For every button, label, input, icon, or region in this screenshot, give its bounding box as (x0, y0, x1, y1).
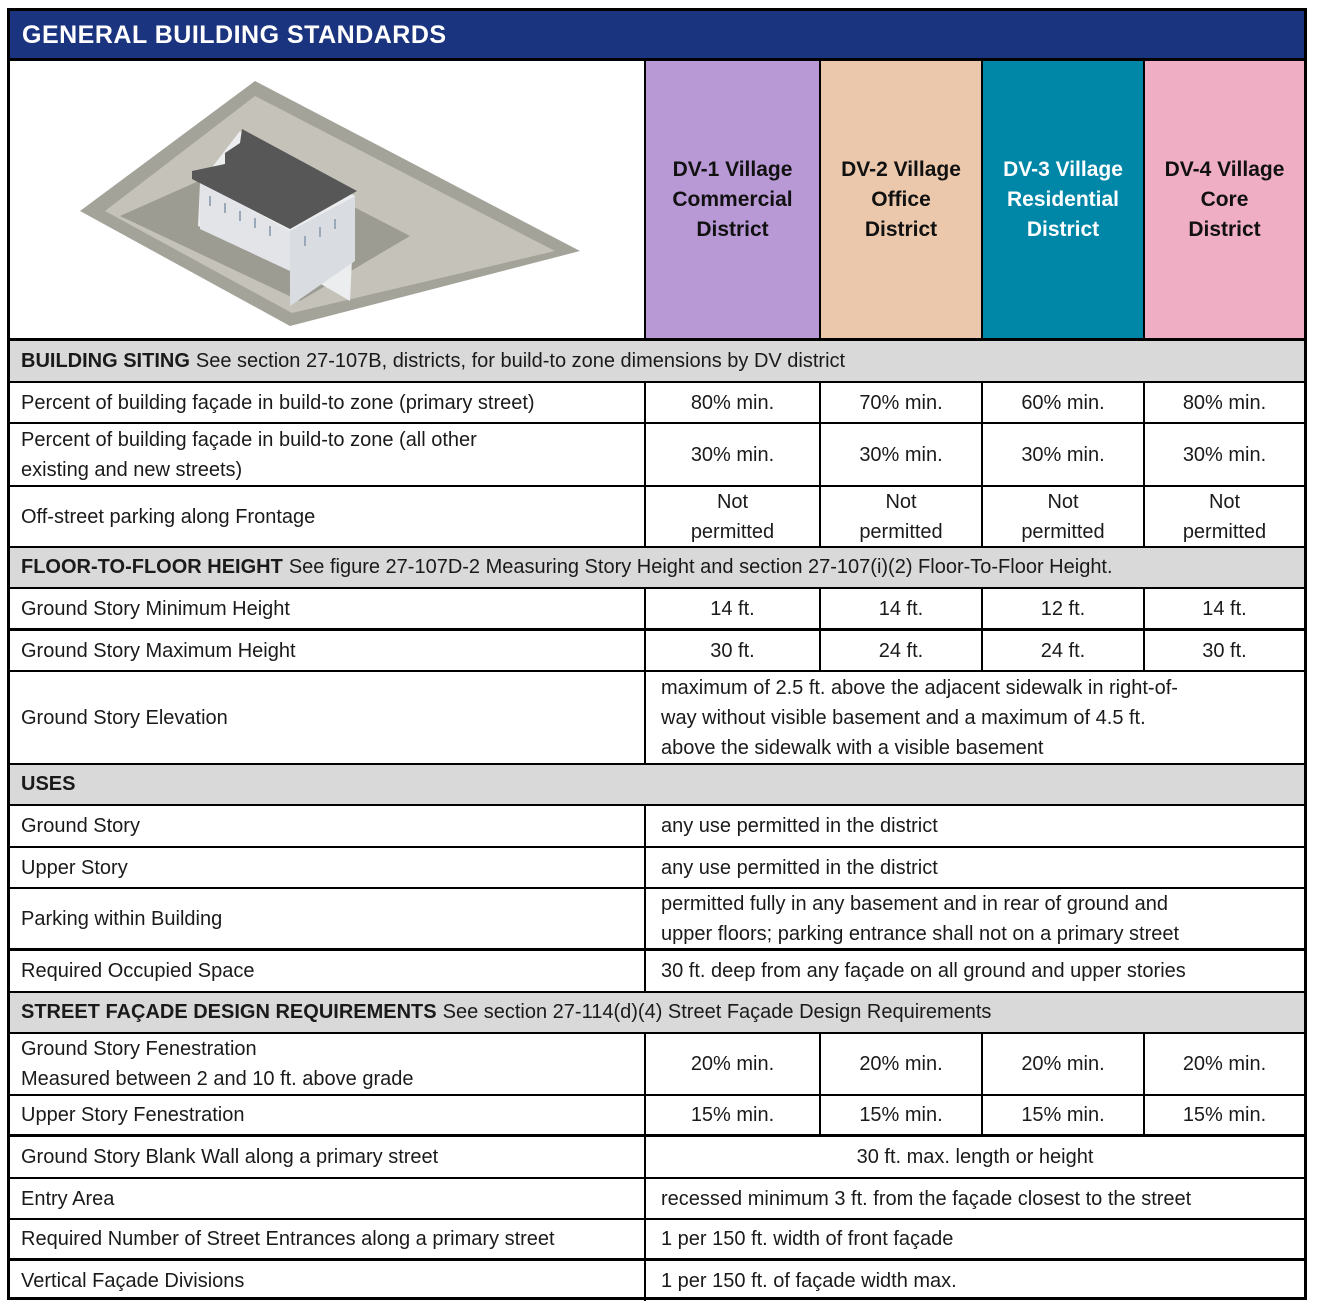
text-line: Vertical Façade Divisions (21, 1270, 245, 1292)
row-label (10, 1096, 646, 1134)
section-header-siting (10, 341, 1304, 383)
building-isometric-image (10, 61, 646, 338)
text-line: above the sidewalk with a visible basement (661, 736, 1044, 759)
district-value-dv1 (646, 1034, 821, 1094)
text-line: 15% min. (1182, 1104, 1267, 1126)
text-line: 24 ft. (878, 639, 924, 662)
district-name-line: District (864, 217, 938, 241)
table-row (10, 631, 1304, 672)
text-line: 80% min. (690, 391, 775, 414)
district-value-dv2 (821, 487, 983, 546)
district-value-dv4 (1145, 383, 1304, 422)
text-line: Ground Story Blank Wall along a primary street (21, 1146, 439, 1168)
text-line: 12 ft. (1040, 597, 1086, 620)
district-header-dv1 (646, 61, 821, 341)
text-line: any use permitted in the district (661, 856, 938, 879)
text-line: 1 per 150 ft. width of front façade (661, 1228, 954, 1250)
all-districts-value (646, 806, 1304, 846)
district-value-dv1 (646, 383, 821, 422)
row-label (10, 1261, 646, 1301)
text-line: Parking within Building (21, 907, 223, 930)
district-value-dv3 (983, 487, 1145, 546)
district-value-dv3 (983, 424, 1145, 485)
text-line: 15% min. (690, 1104, 775, 1126)
text-line: Upper Story (21, 856, 128, 879)
district-value-dv1 (646, 424, 821, 485)
text-line: permitted (690, 520, 775, 543)
district-name-line: DV-3 Village (1003, 157, 1123, 181)
section-header-uses (10, 765, 1304, 806)
text-line: Ground Story Maximum Height (21, 639, 296, 662)
row-label (10, 672, 646, 763)
district-value-dv2 (821, 383, 983, 422)
district-value-dv4 (1145, 1034, 1304, 1094)
text-line: Upper Story Fenestration (21, 1104, 245, 1126)
text-line: permitted (1182, 520, 1267, 543)
district-header-dv4 (1145, 61, 1304, 341)
table-row (10, 1137, 1304, 1179)
district-value-dv4 (1145, 1096, 1304, 1134)
text-line: 60% min. (1021, 391, 1105, 414)
district-value-dv3 (983, 383, 1145, 422)
table-row (10, 383, 1304, 424)
table-row (10, 848, 1304, 889)
row-label (10, 951, 646, 991)
row-label (10, 631, 646, 670)
all-districts-value (646, 1179, 1304, 1218)
text-line: Percent of building façade in build-to zone (all other (21, 428, 477, 451)
district-value-dv4 (1145, 631, 1304, 670)
district-value-dv1 (646, 1096, 821, 1134)
text-line: Measured between 2 and 10 ft. above grade (21, 1068, 414, 1090)
row-label (10, 383, 646, 422)
text-line: 30% min. (1182, 443, 1267, 466)
district-value-dv3 (983, 631, 1145, 670)
row-label (10, 1034, 646, 1094)
text-line: permitted (1021, 520, 1105, 543)
row-label (10, 806, 646, 846)
text-line: Not (1047, 490, 1079, 513)
all-districts-value (646, 951, 1304, 991)
text-line: existing and new streets) (21, 458, 243, 481)
text-line: 20% min. (1182, 1053, 1267, 1075)
table-row (10, 1220, 1304, 1261)
district-value-dv4 (1145, 424, 1304, 485)
text-line: any use permitted in the district (661, 815, 938, 837)
table-row (10, 1096, 1304, 1137)
text-line: 14 ft. (1202, 597, 1247, 620)
row-label (10, 1220, 646, 1258)
district-value-dv2 (821, 424, 983, 485)
district-value-dv3 (983, 1034, 1145, 1094)
district-value-dv3 (983, 589, 1145, 628)
row-label (10, 848, 646, 887)
text-line: 80% min. (1182, 391, 1267, 414)
section-header-floor (10, 548, 1304, 589)
table-row (10, 672, 1304, 765)
text-line: Ground Story Elevation (21, 706, 228, 729)
table-row (10, 424, 1304, 487)
row-label (10, 589, 646, 628)
text-line: permitted (859, 520, 943, 543)
section-note: See section 27-114(d)(4) Street Façade Design Requirements (442, 1001, 992, 1023)
district-value-dv1 (646, 631, 821, 670)
all-districts-value (646, 1220, 1304, 1258)
district-name-line: Office (871, 187, 931, 211)
text-line: Percent of building façade in build-to zone (primary street) (21, 391, 535, 414)
text-line: 20% min. (690, 1053, 775, 1075)
all-districts-value (646, 848, 1304, 887)
row-label (10, 889, 646, 948)
section-heading: FLOOR-TO-FLOOR HEIGHT (21, 556, 283, 578)
table-row (10, 589, 1304, 631)
text-line: Entry Area (21, 1187, 115, 1210)
section-note: See section 27-107B, districts, for build-to zone dimensions by DV district (195, 349, 846, 372)
all-districts-value (646, 889, 1304, 948)
district-value-dv2 (821, 1034, 983, 1094)
district-value-dv4 (1145, 487, 1304, 546)
text-line: Not (885, 490, 917, 513)
text-line: Required Occupied Space (21, 960, 255, 982)
table-row (10, 487, 1304, 548)
text-line: 20% min. (1021, 1053, 1105, 1075)
text-line: recessed minimum 3 ft. from the façade closest to the street (661, 1187, 1192, 1210)
district-name-line: DV-2 Village (841, 157, 961, 181)
district-value-dv1 (646, 487, 821, 546)
text-line: Not (716, 490, 749, 513)
section-note: See figure 27-107D-2 Measuring Story Height and section 27-107(i)(2) Floor-To-Floor Height. (288, 556, 1113, 578)
district-name-line: Commercial (672, 187, 793, 211)
text-line: 14 ft. (878, 597, 924, 620)
district-name-line: Residential (1006, 187, 1120, 211)
row-label (10, 487, 646, 546)
table-row (10, 1179, 1304, 1220)
text-line: Ground Story Fenestration (21, 1038, 257, 1060)
text-line: 14 ft. (710, 597, 755, 620)
text-line: 24 ft. (1040, 639, 1086, 662)
text-line: 30% min. (859, 443, 943, 466)
text-line: 30% min. (1021, 443, 1105, 466)
section-header-street (10, 993, 1304, 1034)
district-name-line: District (1188, 217, 1261, 241)
section-heading: STREET FAÇADE DESIGN REQUIREMENTS (21, 1001, 437, 1023)
table-title: GENERAL BUILDING STANDARDS (10, 11, 1304, 61)
text-line: 70% min. (859, 391, 943, 414)
district-name-line: DV-1 Village (672, 157, 793, 181)
text-line: Not (1208, 490, 1241, 513)
text-line: Off-street parking along Frontage (21, 505, 316, 528)
text-line: way without visible basement and a maximum of 4.5 ft. (661, 706, 1146, 729)
district-value-dv3 (983, 1096, 1145, 1134)
text-line: 30 ft. max. length or height (856, 1146, 1094, 1168)
section-heading: USES (21, 773, 76, 795)
table-row (10, 1261, 1304, 1301)
text-line: Ground Story Minimum Height (21, 597, 290, 620)
text-line: Ground Story (21, 815, 140, 837)
building-standards-table (7, 8, 1307, 1300)
district-name-line: Core (1200, 187, 1249, 211)
district-value-dv1 (646, 589, 821, 628)
text-line: Required Number of Street Entrances along a primary street (21, 1228, 555, 1250)
text-line: permitted fully in any basement and in rear of ground and (661, 892, 1168, 915)
text-line: maximum of 2.5 ft. above the adjacent sidewalk in right-of- (661, 676, 1178, 699)
district-value-dv4 (1145, 589, 1304, 628)
district-header-dv2 (821, 61, 983, 341)
table-row (10, 951, 1304, 993)
text-line: 15% min. (1021, 1104, 1105, 1126)
district-value-dv2 (821, 589, 983, 628)
section-heading: BUILDING SITING (21, 349, 190, 372)
table-row (10, 806, 1304, 848)
district-name-line: District (1026, 217, 1100, 241)
text-line: 1 per 150 ft. of façade width max. (661, 1270, 957, 1292)
text-line: 30 ft. deep from any façade on all ground and upper stories (661, 960, 1186, 982)
district-value-dv2 (821, 1096, 983, 1134)
district-value-dv2 (821, 631, 983, 670)
table-row (10, 1034, 1304, 1096)
all-districts-value (646, 1261, 1304, 1301)
all-districts-value (646, 672, 1304, 763)
row-label (10, 1179, 646, 1218)
district-name-line: District (696, 217, 769, 241)
row-label (10, 424, 646, 485)
text-line: 30 ft. (710, 639, 755, 662)
text-line: 20% min. (859, 1053, 943, 1075)
district-header-dv3 (983, 61, 1145, 341)
text-line: 30 ft. (1202, 639, 1247, 662)
text-line: 30% min. (690, 443, 775, 466)
all-districts-value (646, 1137, 1304, 1177)
building-illustration (10, 61, 646, 341)
table-row (10, 889, 1304, 951)
text-line: upper floors; parking entrance shall not on a primary street (661, 922, 1180, 945)
district-name-line: DV-4 Village (1164, 157, 1285, 181)
text-line: 15% min. (859, 1104, 943, 1126)
row-label (10, 1137, 646, 1177)
